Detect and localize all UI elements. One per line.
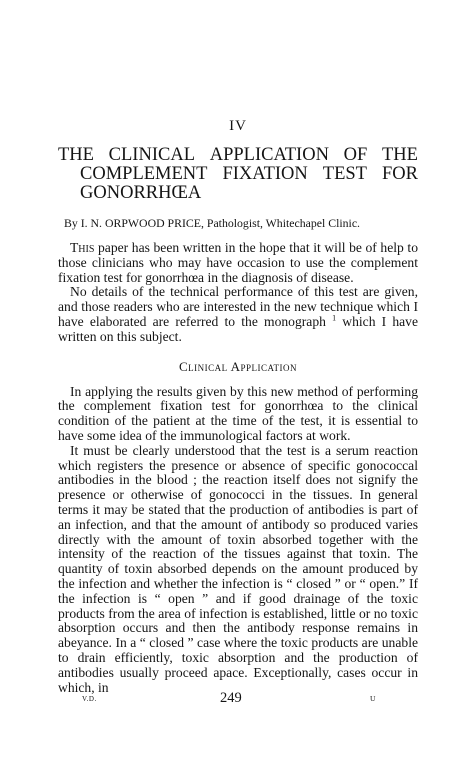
intro-paragraph-2 (58, 285, 418, 344)
title-word: COMPLEMENT (80, 164, 208, 184)
footnote-marker[interactable]: 1 (332, 313, 337, 323)
intro-paragraph-1 (58, 241, 418, 285)
paragraph-text: No details of the technical performance of this test are given, and those readers who are interested in the new technique which I have elaborated are referred to the monograph (58, 284, 418, 329)
page-footer (82, 690, 382, 708)
signature-mark-right: U (370, 694, 376, 703)
paragraph-text: which I have written on this subject. (58, 313, 419, 344)
title-line-1 (58, 146, 418, 165)
paragraph-text: paper has been written in the hope that it will be of help to those clinicians who may have occasion to use the complement fixation test for gonorrhœa in the diagnosis of disease. (58, 240, 418, 285)
title-word: THE (58, 145, 94, 165)
author-byline: By I. N. ORPWOOD PRICE, Pathologist, Whitechapel Clinic. (64, 216, 360, 230)
chapter-number: IV (229, 118, 247, 134)
signature-mark-left: V.D. (82, 695, 97, 703)
title-word: TEST (322, 164, 367, 184)
paragraph-lead-word: This (70, 240, 95, 255)
section-heading: Clinical Application (178, 358, 298, 374)
section-paragraph-2: It must be clearly understood that the test is a serum reaction which registers the presence or absence of specific gonococcal antibodies in the blood ; the reaction itself does not signify the presence or otherwise of gonococci in the tissues. In general terms it may be stated that the production of antibodies is part of an infection, and that the amount of antibody so produced varies directly with the amount of toxin absorbed together with the intensity of the reaction of the tissues against that toxin. The quantity of toxin absorbed depends on the amount produced by the infection and whether the infection is “ closed ” or “ open.” If the infection is “ open ” and if good drainage of the toxic products from the area of infection is established, little or no toxic absorption occurs and then the antibody response remains in abeyance. In a “ closed ” case where the toxic products are unable to drain efficiently, toxic absorption and the production of antibodies usually proceed apace. Exceptionally, cases occur in which, in (58, 442, 418, 695)
article-page (58, 118, 418, 695)
title-word: CLINICAL (108, 145, 195, 165)
title-word: APPLICATION (209, 145, 329, 165)
title-word: THE (382, 145, 418, 165)
title-word: FIXATION (222, 164, 308, 184)
section-paragraph-1: In applying the results given by this new method of performing the complement fixation test for gonorrhœa to the clinical condition of the patient at the time of the test, it is essential to have some idea of the immunological factors at work. (58, 383, 418, 443)
title-word: FOR (381, 164, 418, 184)
title-word: OF (343, 145, 368, 165)
title-line-2 (58, 165, 418, 184)
article-title (58, 146, 418, 203)
title-line-3: GONORRHŒA (80, 183, 202, 203)
page-number: 249 (220, 690, 242, 706)
